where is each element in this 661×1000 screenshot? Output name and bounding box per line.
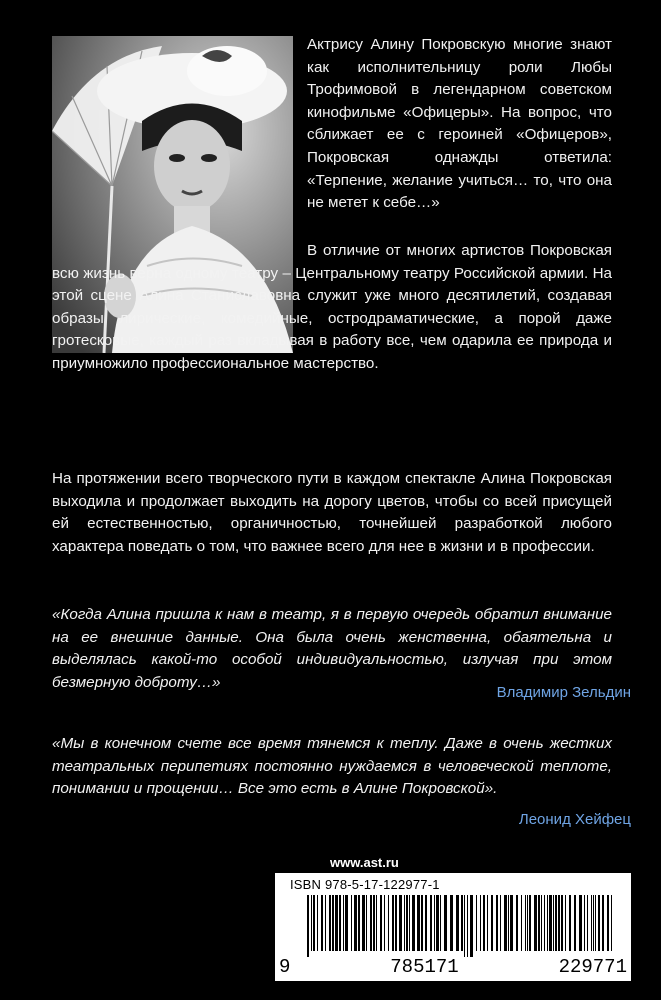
barcode-bar (500, 895, 501, 951)
barcode-bar (370, 895, 372, 951)
barcode-bar (565, 895, 566, 951)
quote-kheifets: «Мы в конечном счете все время тянемся к теплу. Даже в очень жестких театральных перипетиях постоянно нуждаемся в человеческой теплоте, понимании и прощении… Все это есть в Алине Покровской». (52, 735, 612, 798)
quote-zeldin: «Когда Алина пришла к нам в театр, я в первую очередь обратил внимание на ее внешние данные. Она была очень женственна, обаятельна и выделялась какой-то особой индивидуальностью, излучая при этом безмерную доброту…» (52, 606, 612, 691)
barcode-bar (380, 895, 382, 951)
barcode-bar (440, 895, 441, 951)
barcode-bar (317, 895, 318, 951)
barcode-bar (525, 895, 526, 951)
barcode-bar (483, 895, 485, 951)
barcode-bar (373, 895, 375, 951)
barcode-bar (587, 895, 588, 951)
barcode-bar (366, 895, 367, 951)
barcode-bar (376, 895, 377, 951)
barcode-bar (434, 895, 435, 951)
barcode-bar (538, 895, 540, 951)
barcode-bar (480, 895, 481, 951)
quote-author-kheifets: Леонид Хейфец (518, 811, 631, 828)
barcode-bar (529, 895, 531, 951)
intro-paragraph: Актрису Алину Покровскую многие знают как исполнительницу роли Любы Трофимовой в легендарном советском кинофильме «Офицеры». На вопрос, что сближает ее с героиней «Офицеров», Покровская однажды ответила: «Терпение, желание учиться… то, что она не метет к себе…» (307, 36, 612, 212)
barcode-bar (313, 895, 315, 951)
publisher-website: www.ast.ru (330, 855, 399, 870)
barcode-bar (476, 895, 477, 951)
barcode-bar (491, 895, 493, 951)
barcode-bar (421, 895, 423, 951)
barcode-bar (436, 895, 439, 951)
barcode-bar (409, 895, 410, 951)
barcode-bar (584, 895, 585, 951)
barcode-bar (362, 895, 365, 951)
barcode-bar (406, 895, 408, 951)
barcode-bar (354, 895, 357, 951)
barcode-bar (487, 895, 488, 951)
barcode-bar (549, 895, 552, 951)
barcode-bar (598, 895, 600, 951)
barcode-bar (574, 895, 576, 951)
barcode-bar (569, 895, 571, 951)
barcode-bar (335, 895, 338, 951)
barcode-bar (516, 895, 518, 951)
isbn-barcode-block (275, 873, 631, 981)
ean-first-digit: 9 (279, 956, 291, 978)
barcode-bar (555, 895, 557, 951)
barcode-bar (461, 895, 463, 951)
barcode-bar (325, 895, 326, 951)
barcode-bar (311, 895, 312, 951)
barcode-bar (456, 895, 459, 951)
barcode-bar (345, 895, 348, 951)
barcode-bar (343, 895, 344, 951)
barcode-bar (595, 895, 596, 951)
barcode-bar (591, 895, 592, 951)
barcode-bar (467, 895, 468, 957)
barcode-bar (384, 895, 385, 951)
barcode-bar (527, 895, 528, 951)
barcode-bar (307, 895, 309, 957)
barcode-bar (579, 895, 582, 951)
barcode-bar (496, 895, 498, 951)
barcode-bar (561, 895, 563, 951)
theatre-paragraph: В отличие от многих артистов Покровская всю жизнь верна одному театру – Центральному театру Российской армии. На этой сцене Алина Станиславовна служит уже много десятилетий, создавая образы лирические, комедийные, остродраматические, а порой даже гротесковые, каждый раз вкладывая в работу все, чем одарила ее природа и приумножило профессиональное мастерство. (52, 242, 612, 372)
barcode-bar (351, 895, 352, 951)
barcode-bar (332, 895, 334, 951)
barcode-bar (412, 895, 415, 951)
barcode-bar (611, 895, 612, 951)
barcode-bar (395, 895, 397, 951)
barcode-bar (504, 895, 507, 951)
barcode-bar (558, 895, 560, 951)
barcode-bar (544, 895, 545, 951)
barcode-bar (339, 895, 341, 951)
barcode-bar (602, 895, 604, 951)
barcode-bar (541, 895, 542, 951)
barcode-bar (508, 895, 509, 951)
barcode-bar (547, 895, 548, 951)
barcode-bar (329, 895, 331, 951)
career-paragraph: На протяжении всего творческого пути в каждом спектакле Алина Покровская выходила и продолжает выходить на дорогу цветов, чтобы со всей присущей ей естественностью, органичностью, точнейшей разработкой любого характера поведать о том, что важнее всего для нее в жизни и в профессии. (52, 470, 612, 555)
barcode-bar (425, 895, 427, 951)
barcode-bar (399, 895, 402, 951)
barcode-bar (510, 895, 513, 951)
barcode-bar (417, 895, 420, 951)
ean-left-group: 785171 (390, 956, 459, 978)
isbn-number: ISBN 978-5-17-122977-1 (290, 877, 440, 892)
barcode-bar (607, 895, 609, 951)
quote-author-zeldin: Владимир Зельдин (496, 684, 631, 701)
barcode-bar (553, 895, 554, 951)
barcode-bar (430, 895, 432, 951)
barcode-bar (464, 895, 465, 957)
barcode-icon (287, 895, 619, 957)
barcode-bar (392, 895, 394, 951)
barcode-bar (521, 895, 522, 951)
barcode-bar (450, 895, 453, 951)
barcode-bar (593, 895, 594, 951)
barcode-bar (444, 895, 447, 951)
barcode-bar (358, 895, 360, 951)
barcode-bar (388, 895, 389, 951)
ean-digits (279, 956, 627, 978)
barcode-bar (534, 895, 537, 951)
barcode-bar (404, 895, 405, 951)
ean-right-group: 229771 (558, 956, 627, 978)
barcode-bar (470, 895, 473, 957)
barcode-bar (321, 895, 323, 951)
